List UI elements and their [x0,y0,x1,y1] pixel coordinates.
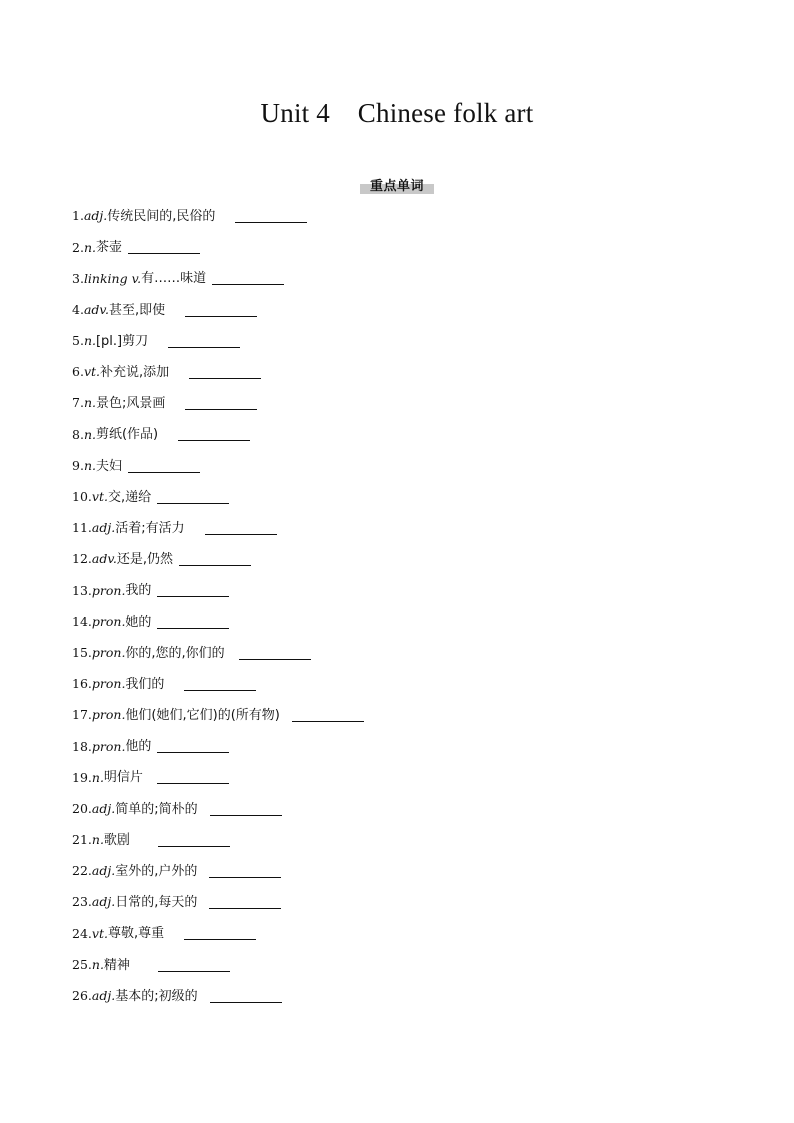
part-of-speech: pron. [91,582,126,598]
answer-blank[interactable] [157,740,229,753]
vocab-item [72,357,752,388]
part-of-speech: n. [83,457,96,473]
chinese-meaning: 基本的;初级的 [115,988,198,1004]
chinese-meaning: 传统民间的,民俗的 [107,209,216,225]
part-of-speech: adv. [83,301,109,317]
answer-blank[interactable] [157,616,229,629]
part-of-speech: pron. [91,738,126,754]
answer-blank[interactable] [292,709,364,722]
item-number: 12. [72,551,92,567]
answer-blank[interactable] [209,865,281,878]
vocab-item [72,981,752,1012]
vocab-item [72,326,752,357]
chinese-meaning: 明信片 [103,770,143,786]
vocab-item [72,856,752,887]
item-number: 13. [72,582,92,598]
item-number: 7. [72,395,84,411]
part-of-speech: n. [91,956,104,972]
chinese-meaning: [pl.]剪刀 [95,333,149,349]
vocab-item [72,887,752,918]
vocab-item [72,575,752,606]
item-number: 16. [72,676,92,692]
vocab-item [72,762,752,793]
item-number: 22. [72,863,92,879]
section-heading [360,175,434,194]
part-of-speech: adj. [91,800,116,816]
chinese-meaning: 还是,仍然 [116,552,174,568]
answer-blank[interactable] [157,491,229,504]
item-number: 21. [72,832,92,848]
part-of-speech: linking v. [83,270,142,286]
answer-blank[interactable] [209,896,281,909]
item-number: 25. [72,956,92,972]
chinese-meaning: 活着;有活力 [115,520,185,536]
chinese-meaning: 你的,您的,你们的 [125,645,225,661]
part-of-speech: adv. [91,551,117,567]
chinese-meaning: 尊敬,尊重 [107,926,165,942]
part-of-speech: pron. [91,644,126,660]
answer-blank[interactable] [179,553,251,566]
chinese-meaning: 她的 [125,614,152,630]
chinese-meaning: 室外的,户外的 [115,864,198,880]
part-of-speech: vt. [91,489,108,505]
item-number: 11. [72,520,92,536]
part-of-speech: n. [83,239,96,255]
item-number: 23. [72,894,92,910]
chinese-meaning: 甚至,即使 [108,302,166,318]
answer-blank[interactable] [178,428,250,441]
item-number: 15. [72,644,92,660]
vocab-item [72,544,752,575]
part-of-speech: pron. [91,707,126,723]
vocab-item [72,295,752,326]
answer-blank[interactable] [128,460,200,473]
answer-blank[interactable] [157,584,229,597]
vocab-item [72,232,752,263]
answer-blank[interactable] [168,335,240,348]
answer-blank[interactable] [210,803,282,816]
vocab-item [72,731,752,762]
vocab-item [72,201,752,232]
part-of-speech: n. [91,769,104,785]
part-of-speech: adj. [83,208,108,224]
part-of-speech: pron. [91,676,126,692]
answer-blank[interactable] [239,647,311,660]
part-of-speech: n. [83,333,96,349]
answer-blank[interactable] [212,272,284,285]
vocab-item [72,669,752,700]
chinese-meaning: 歌剧 [103,832,130,848]
answer-blank[interactable] [184,678,256,691]
vocab-item [72,451,752,482]
item-number: 2. [72,239,84,255]
chinese-meaning: 他的 [125,739,152,755]
vocabulary-list [72,201,752,1012]
chinese-meaning: 剪纸(作品) [95,427,159,443]
chinese-meaning: 我的 [125,583,152,599]
item-number: 20. [72,800,92,816]
chinese-meaning: 有……味道 [141,271,207,287]
chinese-meaning: 补充说,添加 [100,365,170,381]
vocab-item [72,388,752,419]
item-number: 8. [72,426,84,442]
item-number: 10. [72,489,92,505]
part-of-speech: adj. [91,863,116,879]
part-of-speech: n. [83,395,96,411]
item-number: 18. [72,738,92,754]
item-number: 17. [72,707,92,723]
chinese-meaning: 茶壶 [95,240,122,256]
chinese-meaning: 夫妇 [95,458,122,474]
item-number: 6. [72,364,84,380]
vocab-item [72,825,752,856]
answer-blank[interactable] [128,241,200,254]
answer-blank[interactable] [157,771,229,784]
vocab-item [72,638,752,669]
answer-blank[interactable] [205,522,277,535]
vocab-item [72,700,752,731]
chinese-meaning: 精神 [103,957,130,973]
part-of-speech: pron. [91,613,126,629]
item-number: 9. [72,457,84,473]
answer-blank[interactable] [185,304,257,317]
vocab-item [72,482,752,513]
answer-blank[interactable] [184,927,256,940]
answer-blank[interactable] [158,834,230,847]
chinese-meaning: 他们(她们,它们)的(所有物) [125,708,280,724]
answer-blank[interactable] [158,959,230,972]
answer-blank[interactable] [185,397,257,410]
part-of-speech: adj. [91,988,116,1004]
vocab-item [72,513,752,544]
answer-blank[interactable] [235,210,307,223]
part-of-speech: vt. [91,925,108,941]
item-number: 14. [72,613,92,629]
item-number: 24. [72,925,92,941]
part-of-speech: vt. [83,364,100,380]
item-number: 3. [72,270,84,286]
chinese-meaning: 简单的;简朴的 [115,801,198,817]
vocab-item [72,419,752,450]
vocab-item [72,263,752,294]
answer-blank[interactable] [210,990,282,1003]
vocab-item [72,794,752,825]
chinese-meaning: 我们的 [125,676,165,692]
chinese-meaning: 日常的,每天的 [115,895,198,911]
chinese-meaning: 景色;风景画 [95,396,166,412]
vocab-item [72,918,752,949]
part-of-speech: n. [91,832,104,848]
item-number: 4. [72,301,84,317]
part-of-speech: adj. [91,520,116,536]
answer-blank[interactable] [189,366,261,379]
part-of-speech: adj. [91,894,116,910]
part-of-speech: n. [83,426,96,442]
item-number: 5. [72,333,84,349]
item-number: 26. [72,988,92,1004]
item-number: 1. [72,208,84,224]
vocab-item [72,950,752,981]
page-title: Unit 4 Chinese folk art [260,98,534,128]
item-number: 19. [72,769,92,785]
vocab-item [72,606,752,637]
chinese-meaning: 交,递给 [107,489,152,505]
section-heading-label: 重点单词 [369,179,424,194]
